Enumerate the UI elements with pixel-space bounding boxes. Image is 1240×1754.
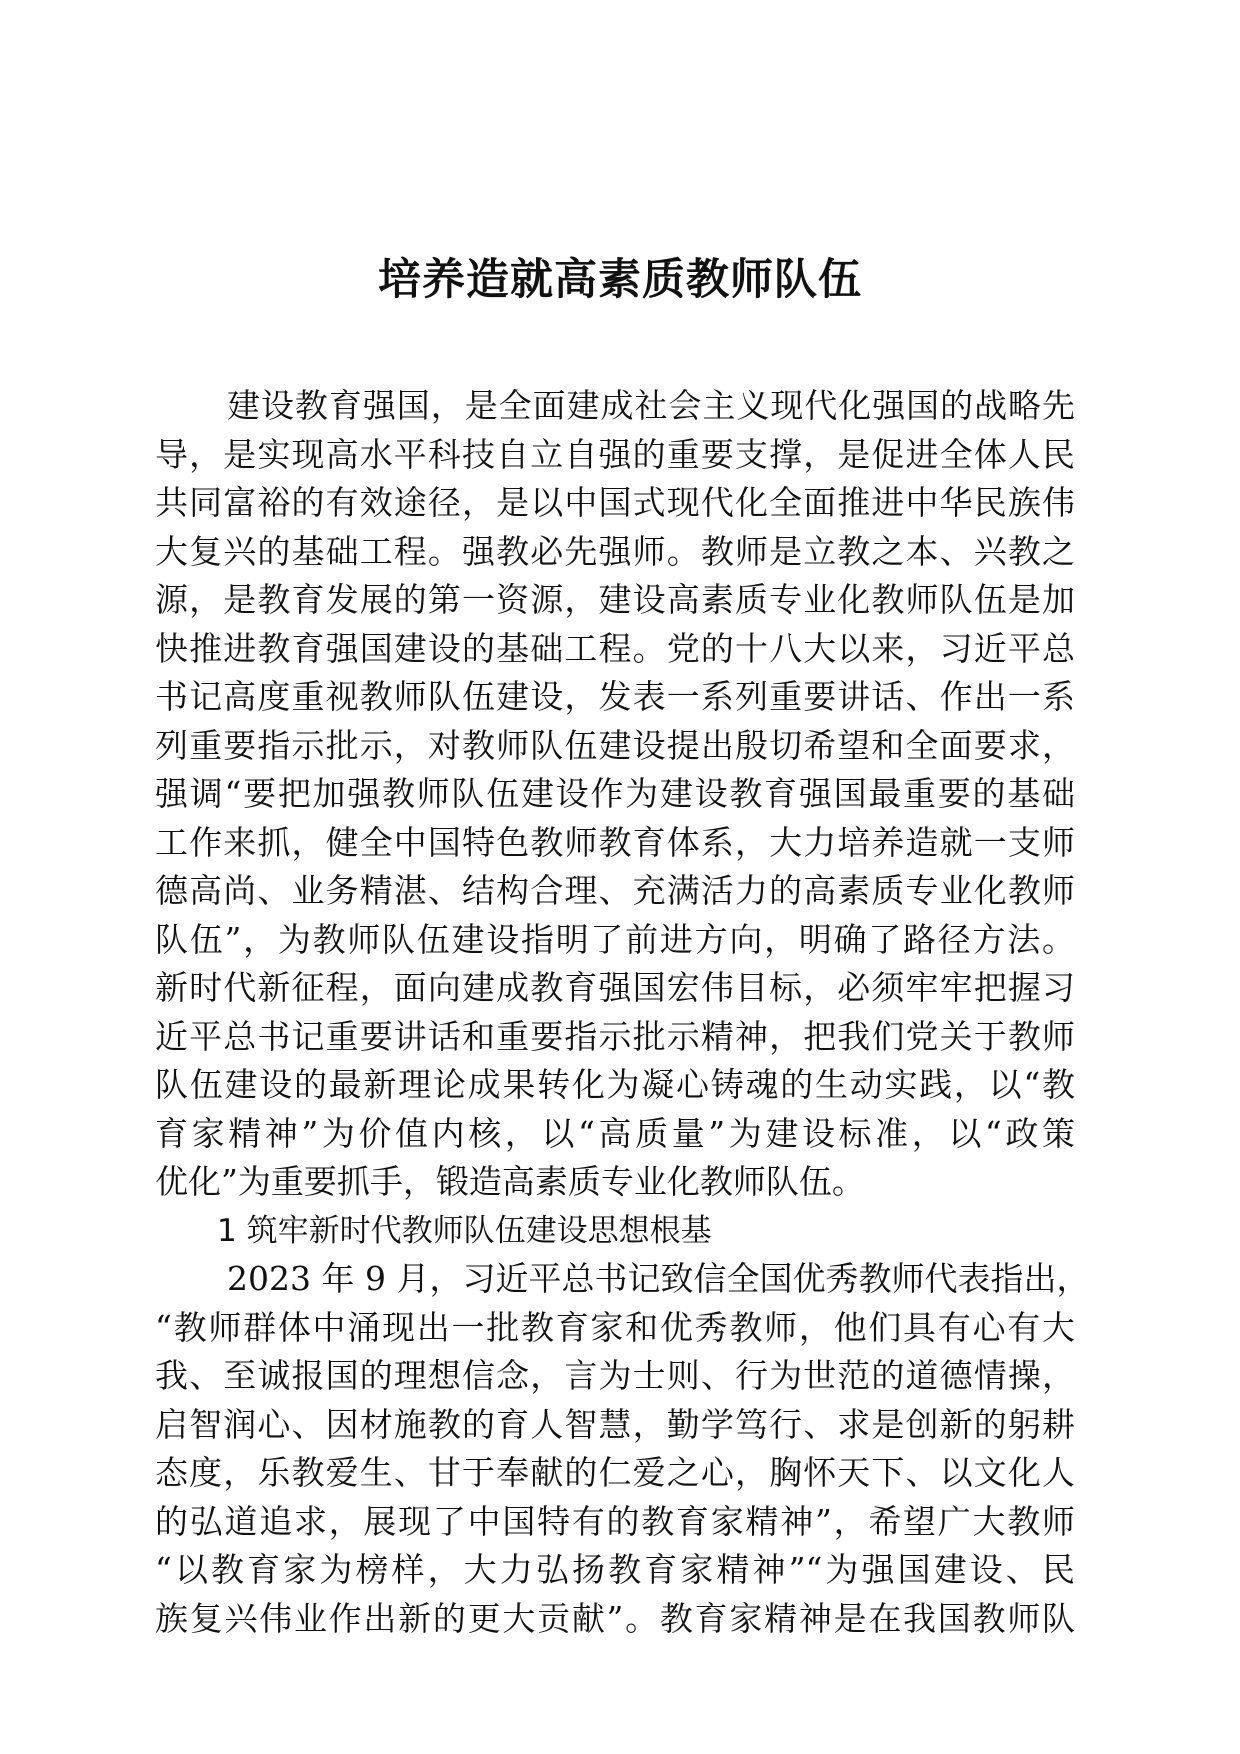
paragraph-line: 强调“要把加强教师队伍建设作为建设教育强国最重要的基础 xyxy=(155,774,1075,813)
paragraph-line: 德高尚、业务精湛、结构合理、充满活力的高素质专业化教师 xyxy=(155,871,1075,910)
paragraph-line: 2023 年 9 月，习近平总书记致信全国优秀教师代表指出， xyxy=(227,1259,1090,1298)
paragraph-line: 优化”为重要抓手，锻造高素质专业化教师队伍。 xyxy=(155,1162,865,1201)
document-title: 培养造就高素质教师队伍 xyxy=(378,255,862,305)
paragraph-line: 大复兴的基础工程。强教必先强师。教师是立教之本、兴教之 xyxy=(155,531,1075,571)
paragraph-line: 的弘道追求，展现了中国特有的教育家精神”，希望广大教师 xyxy=(155,1501,1075,1541)
paragraph-line: 启智润心、因材施教的育人智慧，勤学笃行、求是创新的躬耕 xyxy=(155,1404,1075,1444)
paragraph-line: 源，是教育发展的第一资源，建设高素质专业化教师队伍是加 xyxy=(155,580,1075,619)
paragraph-line: 列重要指示批示，对教师队伍建设提出殷切希望和全面要求， xyxy=(155,725,1075,765)
paragraph-line: 建设教育强国，是全面建成社会主义现代化强国的战略先 xyxy=(227,386,1075,425)
paragraph-line: 族复兴伟业作出新的更大贡献”。教育家精神是在我国教师队 xyxy=(155,1598,1075,1638)
paragraph-line: 共同富裕的有效途径，是以中国式现代化全面推进中华民族伟 xyxy=(155,483,1075,522)
paragraph-line: 快推进教育强国建设的基础工程。党的十八大以来，习近平总 xyxy=(155,628,1075,668)
section-heading: 1 筑牢新时代教师队伍建设思想根基 xyxy=(217,1212,712,1249)
paragraph-line: 我、至诚报国的理想信念，言为士则、行为世范的道德情操， xyxy=(155,1356,1075,1395)
paragraph-line: 队伍建设的最新理论成果转化为凝心铸魂的生动实践，以“教 xyxy=(155,1065,1075,1104)
paragraph-line: “教师群体中涌现出一批教育家和优秀教师，他们具有心有大 xyxy=(155,1307,1075,1347)
paragraph-line: 态度，乐教爱生、甘于奉献的仁爱之心，胸怀天下、以文化人 xyxy=(155,1453,1075,1492)
paragraph-line: 育家精神”为价值内核，以“高质量”为建设标准，以“政策 xyxy=(155,1113,1075,1153)
paragraph-line: 新时代新征程，面向建成教育强国宏伟目标，必须牢牢把握习 xyxy=(155,968,1075,1007)
document-body xyxy=(155,382,1090,1643)
paragraph-line: 导，是实现高水平科技自立自强的重要支撑，是促进全体人民 xyxy=(155,434,1075,474)
paragraph-line: 书记高度重视教师队伍建设，发表一系列重要讲话、作出一系 xyxy=(155,677,1075,716)
paragraph-line: 近平总书记重要讲话和重要指示批示精神，把我们党关于教师 xyxy=(155,1016,1075,1056)
paragraph-line: “以教育家为榜样，大力弘扬教育家精神”“为强国建设、民 xyxy=(155,1550,1075,1589)
paragraph-line: 工作来抓，健全中国特色教师教育体系，大力培养造就一支师 xyxy=(155,822,1075,862)
paragraph-line: 队伍”，为教师队伍建设指明了前进方向，明确了路径方法。 xyxy=(155,919,1075,959)
